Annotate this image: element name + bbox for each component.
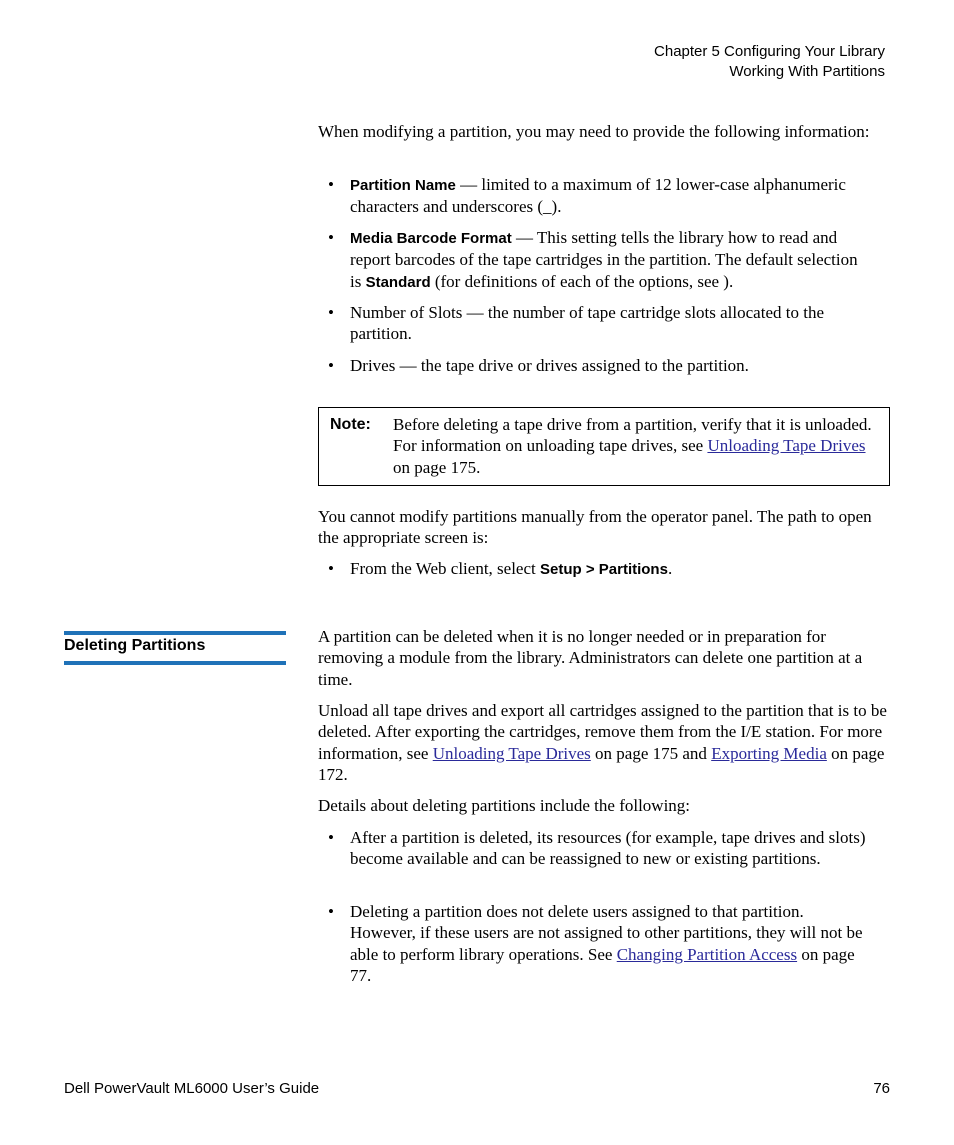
section-heading: [64, 631, 286, 665]
unloading-tape-drives-link[interactable]: Unloading Tape Drives: [432, 743, 591, 763]
term: Media Barcode Format: [350, 230, 512, 247]
bullet-icon: •: [328, 828, 334, 847]
bullet-icon: •: [328, 356, 334, 375]
deleting-paragraph-1: A partition can be deleted when it is no longer needed or in preparation for removing a module from the library. Administrators can delete one partition at a time.: [318, 627, 863, 689]
running-header: [654, 42, 885, 82]
list-item: [328, 558, 873, 580]
note-text-part: on page 175.: [393, 457, 481, 477]
bullet-icon: •: [328, 902, 334, 921]
list-item: [328, 174, 873, 218]
list-item: [328, 302, 873, 345]
list-item-text: Drives — the tape drive or drives assigned to the partition.: [350, 356, 749, 375]
unloading-tape-drives-link[interactable]: Unloading Tape Drives: [707, 436, 866, 456]
note-box: [318, 407, 890, 486]
exporting-media-link[interactable]: Exporting Media: [711, 743, 827, 763]
paragraph-text: on page 172.: [318, 743, 885, 784]
list-item-text: on page 77.: [350, 944, 855, 985]
note-text: [393, 414, 883, 478]
bullet-icon: •: [328, 228, 334, 247]
section-heading-text: Deleting Partitions: [64, 637, 206, 654]
list-item: [328, 227, 873, 293]
chapter-title: Chapter 5 Configuring Your Library: [654, 43, 885, 60]
term: Standard: [365, 273, 431, 291]
note-text-part: Before deleting a tape drive from a partition, verify that it is unloaded. For information on unloading tape drives, see: [393, 415, 872, 456]
list-item-text: .: [667, 559, 673, 578]
bullet-icon: •: [328, 175, 334, 194]
list-item-text: — This setting tells the library how to read and report barcodes of the tape cartridges in the partition. The default selection is: [350, 228, 858, 291]
footer-title: Dell PowerVault ML6000 User’s Guide: [64, 1080, 320, 1097]
list-item-text: — limited to a maximum of 12 lower-case alphanumeric characters and underscores (_).: [350, 175, 846, 217]
operator-panel-text: You cannot modify partitions manually from the operator panel. The path to open the appropriate screen is:: [318, 507, 872, 548]
menu-path: Setup > Partitions: [540, 561, 668, 578]
paragraph-text: Unload all tape drives and export all cartridges assigned to the partition that is to be deleted. After exporting the cartridges, remove them from the I/E station. For more information, see: [318, 701, 887, 763]
paragraph-text: on page 175 and: [590, 743, 712, 763]
note-label: Note:: [330, 416, 371, 433]
list-item: [328, 827, 873, 870]
section-title: Working With Partitions: [729, 63, 885, 80]
deleting-paragraph-3: Details about deleting partitions include the following:: [318, 796, 691, 815]
list-item: [328, 901, 873, 986]
term: Partition Name: [350, 177, 456, 194]
page-number: 76: [873, 1080, 890, 1097]
list-item-text: (for definitions of each of the options, see ).: [430, 271, 734, 291]
modify-intro: When modifying a partition, you may need to provide the following information:: [318, 122, 870, 141]
list-item-text: Deleting a partition does not delete users assigned to that partition. However, if these users are not assigned to other partitions, they will not be able to perform library operations. See: [350, 902, 863, 964]
list-item-text: After a partition is deleted, its resources (for example, tape drives and slots) become available and can be reassigned to new or existing partitions.: [350, 828, 866, 869]
bullet-icon: •: [328, 559, 334, 578]
list-item: [328, 355, 873, 376]
bullet-icon: •: [328, 303, 334, 322]
list-item-text: Number of Slots — the number of tape cartridge slots allocated to the partition.: [350, 303, 824, 344]
changing-partition-access-link[interactable]: Changing Partition Access: [616, 944, 798, 964]
deleting-paragraph-2: [318, 700, 893, 785]
list-item-text: From the Web client, select: [350, 559, 540, 578]
